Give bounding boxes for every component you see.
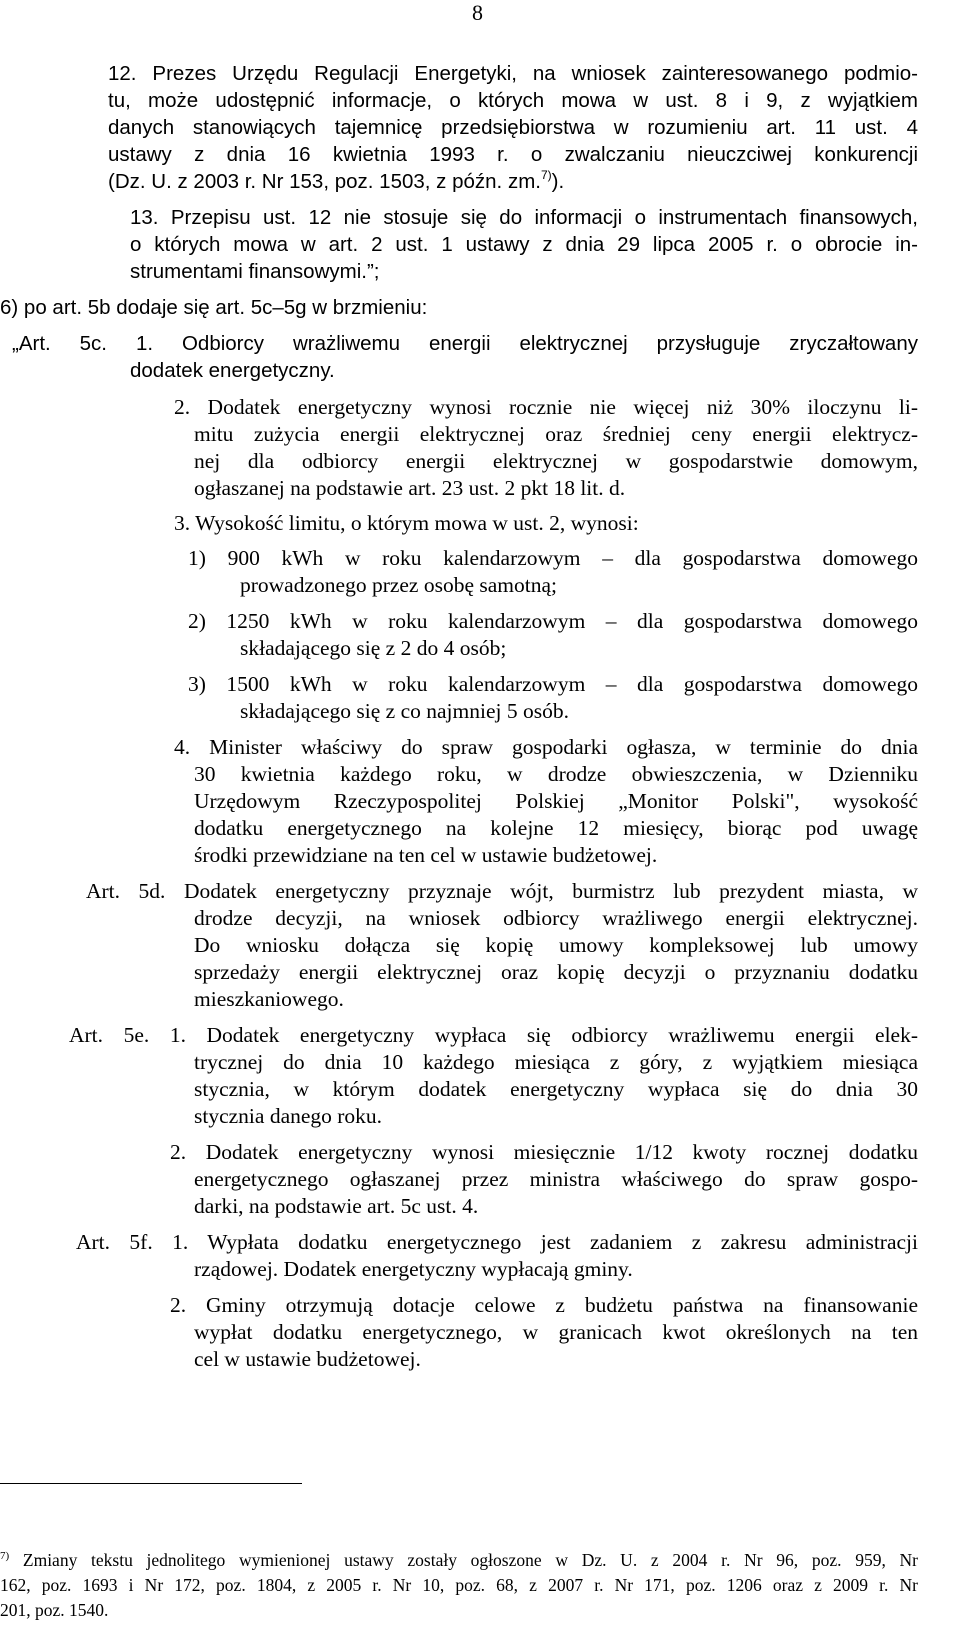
text-line: 12. Prezes Urzędu Regulacji Energetyki, na wniosek zainteresowanego podmio- [108, 62, 918, 85]
text-line: prowadzonego przez osobę samotną; [240, 573, 558, 597]
text-line: 1) 900 kWh w roku kalendarzowym – dla gospodarstwa domowego [188, 546, 918, 570]
text-line: mieszkaniowego. [194, 987, 344, 1011]
text-line: trycznej do dnia 10 każdego miesiąca z góry, z wyjątkiem miesiąca [194, 1050, 918, 1074]
text-line: danych stanowiących tajemnicę przedsiębiorstwa w rozumieniu art. 11 ust. 4 [108, 116, 918, 139]
text-line: 6) po art. 5b dodaje się art. 5c–5g w brzmieniu: [0, 296, 428, 319]
text-line: 2. Gminy otrzymują dotacje celowe z budżetu państwa na finansowanie [170, 1293, 918, 1317]
text-line: środki przewidziane na ten cel w ustawie budżetowej. [194, 843, 658, 867]
text-line: „Art. 5c. 1. Odbiorcy wrażliwemu energii elektrycznej przysługuje zryczałtowany [12, 332, 918, 355]
text-line: 3) 1500 kWh w roku kalendarzowym – dla gospodarstwa domowego [188, 672, 918, 696]
text-line: energetycznego ogłaszanej przez ministra właściwego do spraw gospo- [194, 1167, 918, 1191]
text-line: strumentami finansowymi.”; [130, 260, 380, 283]
footnote-line: $^{7)}$ Zmiany tekstu jednolitego wymienionej ustawy zostały ogłoszone w Dz. U. z 2004 r. Nr 96, poz. 959, Nr [0, 1550, 918, 1570]
text-line: tu, może udostępnić informacje, o których mowa w ust. 8 i 9, z wyjątkiem [108, 89, 918, 112]
text-line: Art. 5f. 1. Wypłata dodatku energetycznego jest zadaniem z zakresu administracji [76, 1230, 918, 1254]
text-line: Urzędowym Rzeczypospolitej Polskiej „Monitor Polski", wysokość [194, 789, 918, 813]
text-line: sprzedaży energii elektrycznej oraz kopię decyzji o przyznaniu dodatku [194, 960, 918, 984]
text-line: rządowej. Dodatek energetyczny wypłacają gminy. [194, 1257, 633, 1281]
footnote-line: 162, poz. 1693 i Nr 172, poz. 1804, z 2005 r. Nr 10, poz. 68, z 2007 r. Nr 171, poz. 1206 oraz z 2009 r. Nr [0, 1575, 918, 1595]
text-line: ogłaszanej na podstawie art. 23 ust. 2 pkt 18 lit. d. [194, 476, 626, 500]
text-line: dodatku energetycznego na kolejne 12 miesięcy, biorąc pod uwagę [194, 816, 918, 840]
text-line: Art. 5d. Dodatek energetyczny przyznaje wójt, burmistrz lub prezydent miasta, w [86, 879, 918, 903]
footnote-ref: 7) [540, 168, 552, 182]
footnote-marker: 7) [0, 1550, 10, 1562]
text-line: 2) 1250 kWh w roku kalendarzowym – dla gospodarstwa domowego [188, 609, 918, 633]
text-line: stycznia, w którym dodatek energetyczny wypłaca się do dnia 30 [194, 1077, 918, 1101]
text-line: mitu zużycia energii elektrycznej oraz średniej ceny energii elektrycz- [194, 422, 918, 446]
text-line: nej dla odbiorcy energii elektrycznej w gospodarstwie domowym, [194, 449, 918, 473]
text-line: drodze decyzji, na wniosek odbiorcy wrażliwego energii elektrycznej. [194, 906, 918, 930]
text-line: 2. Dodatek energetyczny wynosi rocznie nie więcej niż 30% iloczynu li- [174, 395, 918, 419]
text-line: wypłat dodatku energetycznego, w granicach kwot określonych na ten [194, 1320, 918, 1344]
footnote-separator [0, 1483, 302, 1484]
text-line: składającego się z 2 do 4 osób; [240, 636, 507, 660]
text-line: 4. Minister właściwy do spraw gospodarki ogłasza, w terminie do dnia [174, 735, 918, 759]
text-line: cel w ustawie budżetowej. [194, 1347, 421, 1371]
page-number: 8 [472, 0, 483, 25]
text-line: o których mowa w art. 2 ust. 1 ustawy z dnia 29 lipca 2005 r. o obrocie in- [130, 233, 918, 256]
text-line: 2. Dodatek energetyczny wynosi miesięcznie 1/12 kwoty rocznej dodatku [170, 1140, 918, 1164]
text-line: darki, na podstawie art. 5c ust. 4. [194, 1194, 479, 1218]
text-line: Do wniosku dołącza się kopię umowy kompleksowej lub umowy [194, 933, 918, 957]
text-line: 3. Wysokość limitu, o którym mowa w ust. 2, wynosi: [174, 511, 639, 535]
text-line: ustawy z dnia 16 kwietnia 1993 r. o zwalczaniu nieuczciwej konkurencji [108, 143, 918, 166]
text-line: dodatek energetyczny. [130, 359, 335, 382]
text-line: składającego się z co najmniej 5 osób. [240, 699, 569, 723]
text-line: (Dz. U. z 2003 r. Nr 153, poz. 1503, z późn. zm.$^{7)}$). [108, 168, 565, 193]
footnote-line: 201, poz. 1540. [0, 1600, 109, 1620]
text-line: 30 kwietnia każdego roku, w drodze obwieszczenia, w Dzienniku [194, 762, 918, 786]
text-line: Art. 5e. 1. Dodatek energetyczny wypłaca się odbiorcy wrażliwemu energii elek- [69, 1023, 918, 1047]
text-line: stycznia danego roku. [194, 1104, 383, 1128]
text-line: 13. Przepisu ust. 12 nie stosuje się do informacji o instrumentach finansowych, [130, 206, 918, 229]
